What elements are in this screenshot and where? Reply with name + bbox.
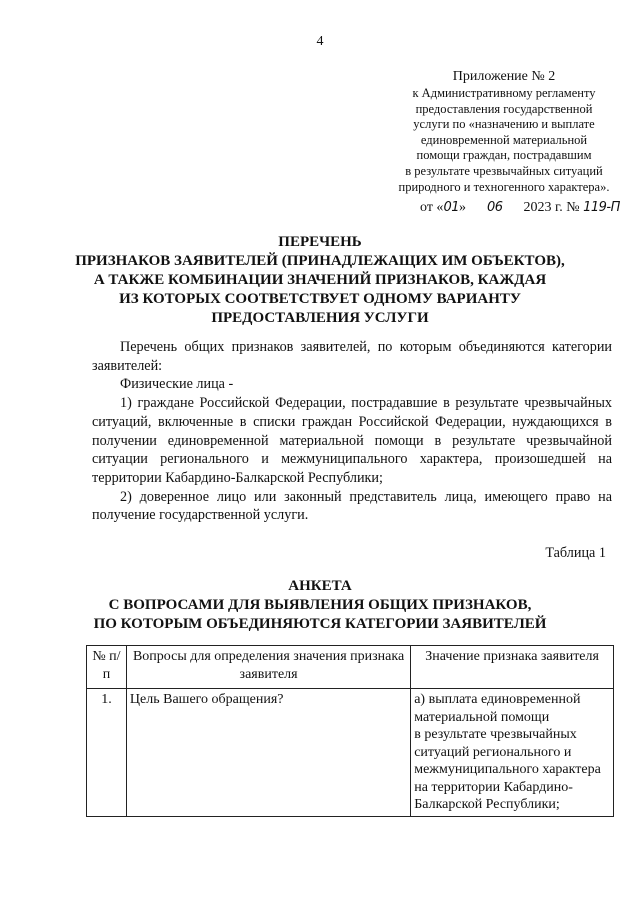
- date-year: 2023 г. №: [523, 200, 580, 215]
- questionnaire-heading: [0, 577, 640, 634]
- row-value: [411, 689, 614, 817]
- appendix-line: единовременной материальной: [420, 132, 588, 147]
- row-value-line: а) выплата единовременной: [414, 692, 581, 707]
- appendix-title: Приложение № 2: [452, 69, 556, 84]
- row-value-line: на территории Кабардино-: [414, 779, 573, 795]
- header-value: Значение признака заявителя: [411, 646, 614, 689]
- table-caption: Таблица 1: [545, 545, 606, 561]
- table-row: [87, 689, 614, 817]
- appendix-line: предоставления государственной: [415, 101, 593, 116]
- heading-line: ПРЕДОСТАВЛЕНИЯ УСЛУГИ: [211, 310, 429, 326]
- date-day-handwritten: 01: [443, 200, 459, 215]
- heading-line: АНКЕТА: [288, 578, 352, 594]
- individuals-label: Физические лица -: [120, 376, 234, 393]
- row-value-line: ситуаций регионального и: [414, 744, 572, 760]
- row-value-line: межмуниципального характера: [414, 762, 601, 777]
- header-number: № п/п: [87, 646, 127, 689]
- row-number: 1.: [87, 689, 127, 817]
- header-question: Вопросы для определения значения признака заявителя: [126, 646, 410, 689]
- item-1-paragraph: 1) граждане Российской Федерации, пострадавшие в результате чрезвычайных ситуаций, включенные в списки граждан Российской Федерации, нуждающихся в получении единовременной материальной помощи в результате чрезвычайной ситуации регионального и межмуниципального характера, произошедшей на территории Кабардино-Балкарской Республики;: [92, 395, 612, 486]
- row-value-line: материальной помощи: [414, 709, 550, 725]
- heading-line: С ВОПРОСАМИ ДЛЯ ВЫЯВЛЕНИЯ ОБЩИХ ПРИЗНАКОВ,: [108, 597, 532, 613]
- heading-line: А ТАКЖЕ КОМБИНАЦИИ ЗНАЧЕНИЙ ПРИЗНАКОВ, КАЖДАЯ: [93, 272, 547, 288]
- row-value-line: в результате чрезвычайных: [414, 727, 577, 742]
- date-month-handwritten: 06: [486, 200, 503, 215]
- intro-paragraph: Перечень общих признаков заявителей, по которым объединяются категории заявителей:: [92, 339, 612, 374]
- date-prefix: от «: [420, 200, 444, 215]
- appendix-line: к Административному регламенту: [412, 86, 596, 100]
- heading-line: ПЕРЕЧЕНЬ: [278, 234, 362, 250]
- page-number: 4: [316, 34, 324, 49]
- row-question: Цель Вашего обращения?: [126, 689, 410, 817]
- body-text: [92, 338, 612, 525]
- appendix-line: услуги по «назначению и выплате: [413, 117, 595, 132]
- heading-line: ИЗ КОТОРЫХ СООТВЕТСТВУЕТ ОДНОМУ ВАРИАНТУ: [119, 291, 521, 307]
- table-header-row: [87, 646, 614, 689]
- appendix-line: природного и техногенного характера».: [398, 179, 610, 194]
- date-mid: »: [458, 200, 466, 215]
- item-2-paragraph: 2) доверенное лицо или законный представитель лица, имеющего право на получение государственной услуги.: [92, 488, 612, 524]
- heading-line: ПРИЗНАКОВ ЗАЯВИТЕЛЕЙ (ПРИНАДЛЕЖАЩИХ ИМ ОБЪЕКТОВ),: [75, 253, 565, 269]
- appendix-line: в результате чрезвычайных ситуаций: [405, 163, 603, 178]
- questionnaire-table: [86, 645, 614, 817]
- decree-number-handwritten: 119-П: [583, 200, 620, 215]
- list-heading: [0, 233, 640, 328]
- heading-line: ПО КОТОРЫМ ОБЪЕДИНЯЮТСЯ КАТЕГОРИИ ЗАЯВИТЕЛЕЙ: [93, 616, 547, 632]
- decree-date-line: [420, 200, 620, 216]
- row-value-line: Балкарской Республики;: [414, 797, 560, 812]
- appendix-block: [380, 68, 628, 195]
- appendix-line: помощи граждан, пострадавшим: [416, 148, 592, 163]
